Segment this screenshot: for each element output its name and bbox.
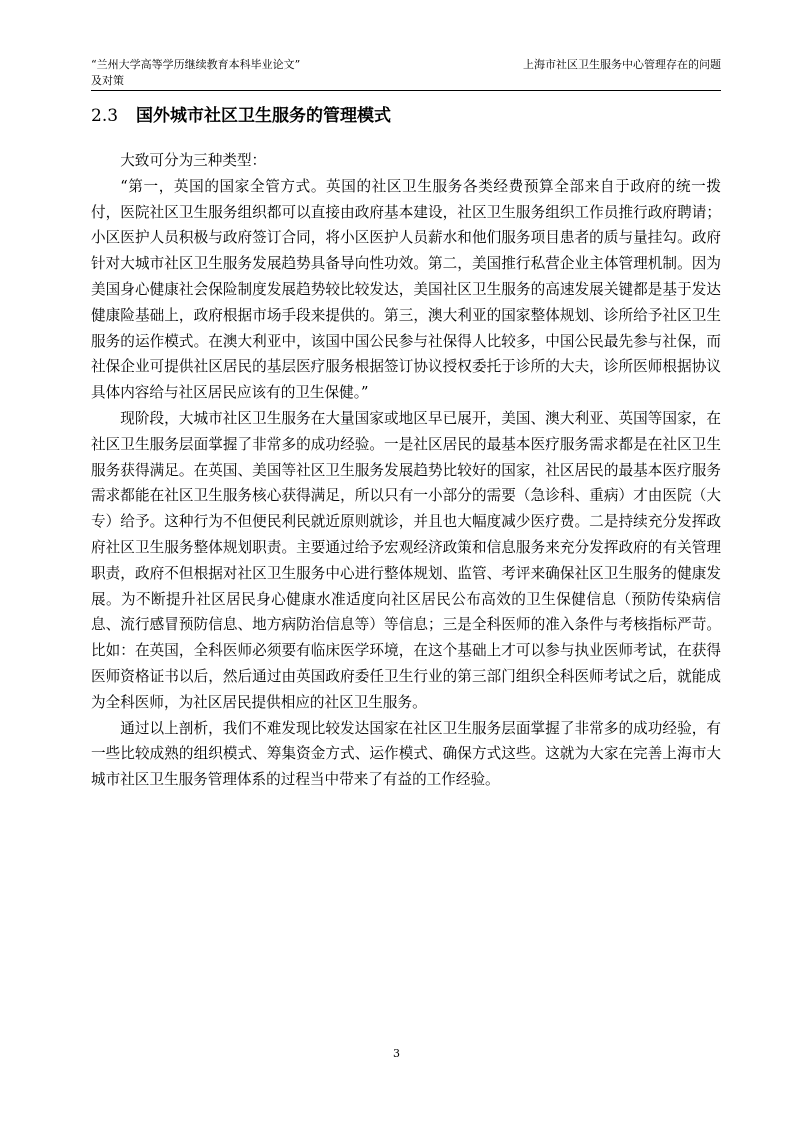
- paragraph-quote: “第一，英国的国家全管方式。英国的社区卫生服务各类经费预算全部来自于政府的统一拨付，医院社区卫生服务组织都可以直接由政府基本建设，社区卫生服务组织工作员推行政府聘请；小区医护人员积极与政府签订合同，将小区医护人员薪水和他们服务项目患者的质与量挂勾。政府针对大城市社区卫生服务发展趋势具备导向性功效。第二，美国推行私营企业主体管理机制。因为美国身心健康社会保险制度发展趋势较比较发达，美国社区卫生服务的高速发展关键都是基于发达健康险基础上，政府根据市场手段来提供的。第三，澳大利亚的国家整体规划、诊所给予社区卫生服务的运作模式。在澳大利亚中，该国中国公民参与社保得人比较多，中国公民最先参与社保，而社保企业可提供社区居民的基层医疗服务根据签订协议授权委托于诊所的大夫，诊所医师根据协议具体内容给与社区居民应该有的卫生保健。”: [91, 177, 721, 402]
- section-heading: [91, 103, 721, 129]
- paragraph-conclusion: 通过以上剖析，我们不难发现比较发达国家在社区卫生服务层面掌握了非常多的成功经验，有一些比较成熟的组织模式、筹集资金方式、运作模式、确保方式这些。这就为大家在完善上海市大城市社区卫生服务管理体系的过程当中带来了有益的工作经验。: [91, 719, 721, 789]
- page-number: 3: [393, 1047, 400, 1060]
- section-number: 2.3: [91, 106, 119, 126]
- paragraph-intro: 大致可分为三种类型：: [120, 152, 267, 169]
- section-title: 国外城市社区卫生服务的管理模式: [136, 106, 392, 126]
- header-title-line2: 及对策: [91, 74, 124, 87]
- running-header-right: 上海市社区卫生服务中心管理存在的问题: [523, 58, 721, 71]
- running-header-left: [91, 57, 391, 89]
- header-divider: [91, 90, 721, 91]
- body-text: [91, 148, 721, 793]
- header-title-line1: “兰州大学高等学历继续教育本科毕业论文”: [91, 58, 301, 71]
- paragraph-current-stage: 现阶段，大城市社区卫生服务在大量国家或地区早已展开，美国、澳大利亚、英国等国家，在社区卫生服务层面掌握了非常多的成功经验。一是社区居民的最基本医疗服务需求都是在社区卫生服务获得满足。在英国、美国等社区卫生服务发展趋势比较好的国家，社区居民的最基本医疗服务需求都能在社区卫生服务核心获得满足，所以只有一小部分的需要（急诊科、重病）才由医院（大专）给予。这种行为不但便民利民就近原则就诊，并且也大幅度减少医疗费。二是持续充分发挥政府社区卫生服务整体规划职责。主要通过给予宏观经济政策和信息服务来充分发挥政府的有关管理职责，政府不但根据对社区卫生服务中心进行整体规划、监管、考评来确保社区卫生服务的健康发展。为不断提升社区居民身心健康水准适度向社区居民公布高效的卫生保健信息（预防传染病信息、流行感冒预防信息、地方病防治信息等）等信息；三是全科医师的准入条件与考核指标严苛。比如：在英国，全科医师必须要有临床医学环境，在这个基础上才可以参与执业医师考试，在获得医师资格证书以后，然后通过由英国政府委任卫生行业的第三部门组织全科医师考试之后，就能成为全科医师，为社区居民提供相应的社区卫生服务。: [91, 409, 721, 711]
